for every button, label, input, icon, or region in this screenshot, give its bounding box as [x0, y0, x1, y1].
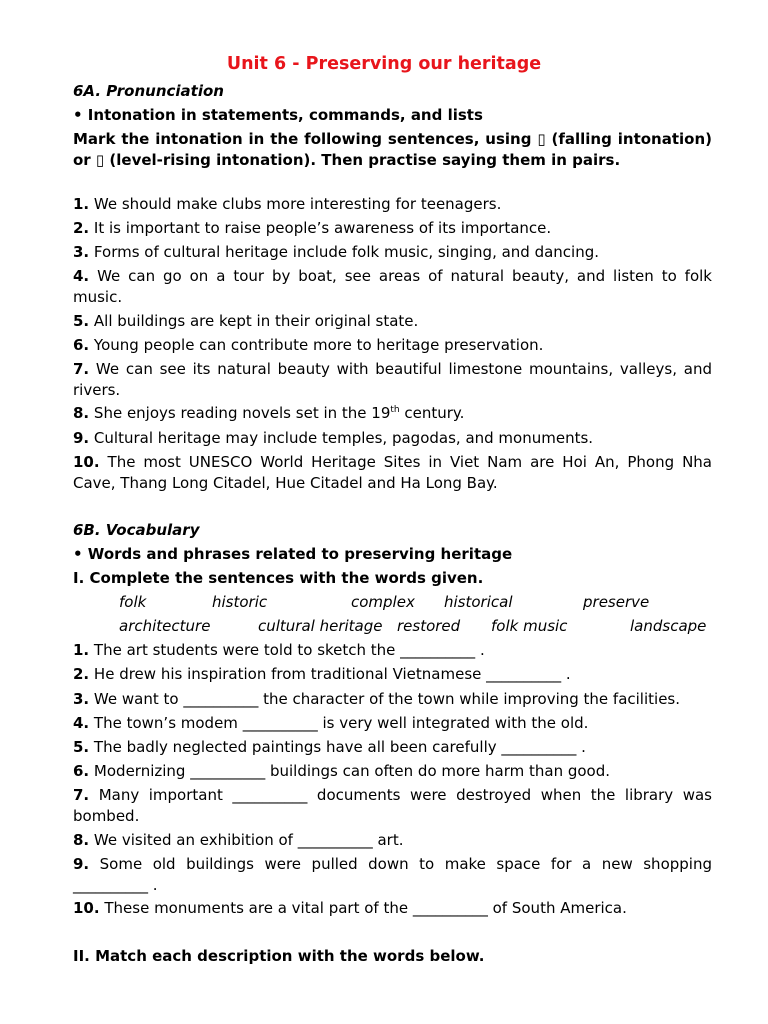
- list-item: [73, 664, 712, 685]
- item-number: 1.: [73, 641, 90, 659]
- list-item: [73, 854, 712, 895]
- item-text: He drew his inspiration from traditional Vietnamese __________ .: [93, 665, 571, 683]
- item-number: 2.: [73, 219, 90, 237]
- item-text-end: century.: [399, 404, 465, 422]
- item-text: Forms of cultural heritage include folk music, singing, and dancing.: [93, 243, 600, 261]
- item-number: 9.: [73, 429, 90, 447]
- list-item: [73, 785, 712, 826]
- section-a-heading: 6A. Pronunciation: [73, 82, 224, 100]
- item-text: The most UNESCO World Heritage Sites in Viet Nam are Hoi An, Phong Nha Cave, Thang Long Citadel, Hue Citadel and Ha Long Bay.: [73, 453, 712, 492]
- item-number: 7.: [73, 360, 90, 378]
- item-text: We should make clubs more interesting for teenagers.: [93, 195, 502, 213]
- list-item: [73, 761, 712, 782]
- word-bank-item: historical: [444, 593, 513, 611]
- item-number: 10.: [73, 453, 100, 471]
- item-number: 6.: [73, 336, 90, 354]
- section-a-instruction: Mark the intonation in the following sentences, using ▯ (falling intonation) or ▯ (level-rising intonation). Then practise saying them in pairs.: [73, 130, 712, 169]
- word-bank-item: historic: [212, 593, 268, 611]
- list-item: [73, 737, 712, 758]
- exercise-1-heading: I. Complete the sentences with the words given.: [73, 569, 484, 587]
- list-item: [73, 713, 712, 734]
- item-number: 10.: [73, 899, 100, 917]
- list-item: [73, 242, 712, 263]
- item-text: Cultural heritage may include temples, pagodas, and monuments.: [93, 429, 594, 447]
- list-item: [73, 428, 712, 449]
- item-text: We want to __________ the character of the town while improving the facilities.: [93, 690, 681, 708]
- item-text: Modernizing __________ buildings can often do more harm than good.: [93, 762, 611, 780]
- item-number: 4.: [73, 267, 90, 285]
- item-number: 1.: [73, 195, 90, 213]
- word-bank-item: folk music: [491, 617, 568, 635]
- word-bank-item: cultural heritage: [258, 617, 383, 635]
- list-item: [73, 311, 712, 332]
- item-text: Many important __________ documents were destroyed when the library was bombed.: [73, 786, 712, 825]
- list-item: [73, 335, 712, 356]
- item-number: 3.: [73, 243, 90, 261]
- list-item: [73, 830, 712, 851]
- item-text: We can go on a tour by boat, see areas of natural beauty, and listen to folk music.: [73, 267, 712, 306]
- list-item: [73, 266, 712, 307]
- word-bank-item: landscape: [630, 617, 707, 635]
- item-number: 6.: [73, 762, 90, 780]
- word-bank-item: preserve: [583, 593, 650, 611]
- item-text: All buildings are kept in their original state.: [93, 312, 419, 330]
- item-text: Some old buildings were pulled down to make space for a new shopping __________ .: [73, 855, 712, 894]
- section-a-subheading: • Intonation in statements, commands, and lists: [73, 106, 483, 124]
- list-item: [73, 640, 712, 661]
- word-bank-item: complex: [351, 593, 415, 611]
- list-item: [73, 689, 712, 710]
- item-text: The badly neglected paintings have all been carefully __________ .: [93, 738, 586, 756]
- item-number: 5.: [73, 738, 90, 756]
- item-text: She enjoys reading novels set in the 19: [93, 404, 391, 422]
- item-number: 8.: [73, 831, 90, 849]
- item-text: The art students were told to sketch the __________ .: [93, 641, 485, 659]
- item-text: These monuments are a vital part of the __________ of South America.: [104, 899, 627, 917]
- item-text: It is important to raise people’s awareness of its importance.: [93, 219, 552, 237]
- list-item: [73, 403, 712, 424]
- item-number: 2.: [73, 665, 90, 683]
- list-item: [73, 898, 712, 919]
- list-item: [73, 359, 712, 400]
- list-item: [73, 452, 712, 493]
- section-b-heading: 6B. Vocabulary: [73, 521, 200, 539]
- item-text: We visited an exhibition of __________ art.: [93, 831, 404, 849]
- item-number: 7.: [73, 786, 90, 804]
- superscript: th: [390, 405, 400, 415]
- item-number: 8.: [73, 404, 90, 422]
- page-title: Unit 6 - Preserving our heritage: [226, 54, 542, 74]
- item-text: The town’s modem __________ is very well integrated with the old.: [93, 714, 589, 732]
- item-number: 5.: [73, 312, 90, 330]
- item-number: 9.: [73, 855, 90, 873]
- list-item: [73, 218, 712, 239]
- section-b-subheading: • Words and phrases related to preserving heritage: [73, 545, 513, 563]
- item-text: Young people can contribute more to heritage preservation.: [93, 336, 544, 354]
- item-text: We can see its natural beauty with beautiful limestone mountains, valleys, and rivers.: [73, 360, 712, 399]
- word-bank-item: restored: [397, 617, 461, 635]
- word-bank-item: folk: [119, 593, 147, 611]
- item-number: 3.: [73, 690, 90, 708]
- list-item: [73, 194, 712, 215]
- word-bank-item: architecture: [119, 617, 211, 635]
- exercise-2-heading: II. Match each description with the words below.: [73, 947, 485, 965]
- item-number: 4.: [73, 714, 90, 732]
